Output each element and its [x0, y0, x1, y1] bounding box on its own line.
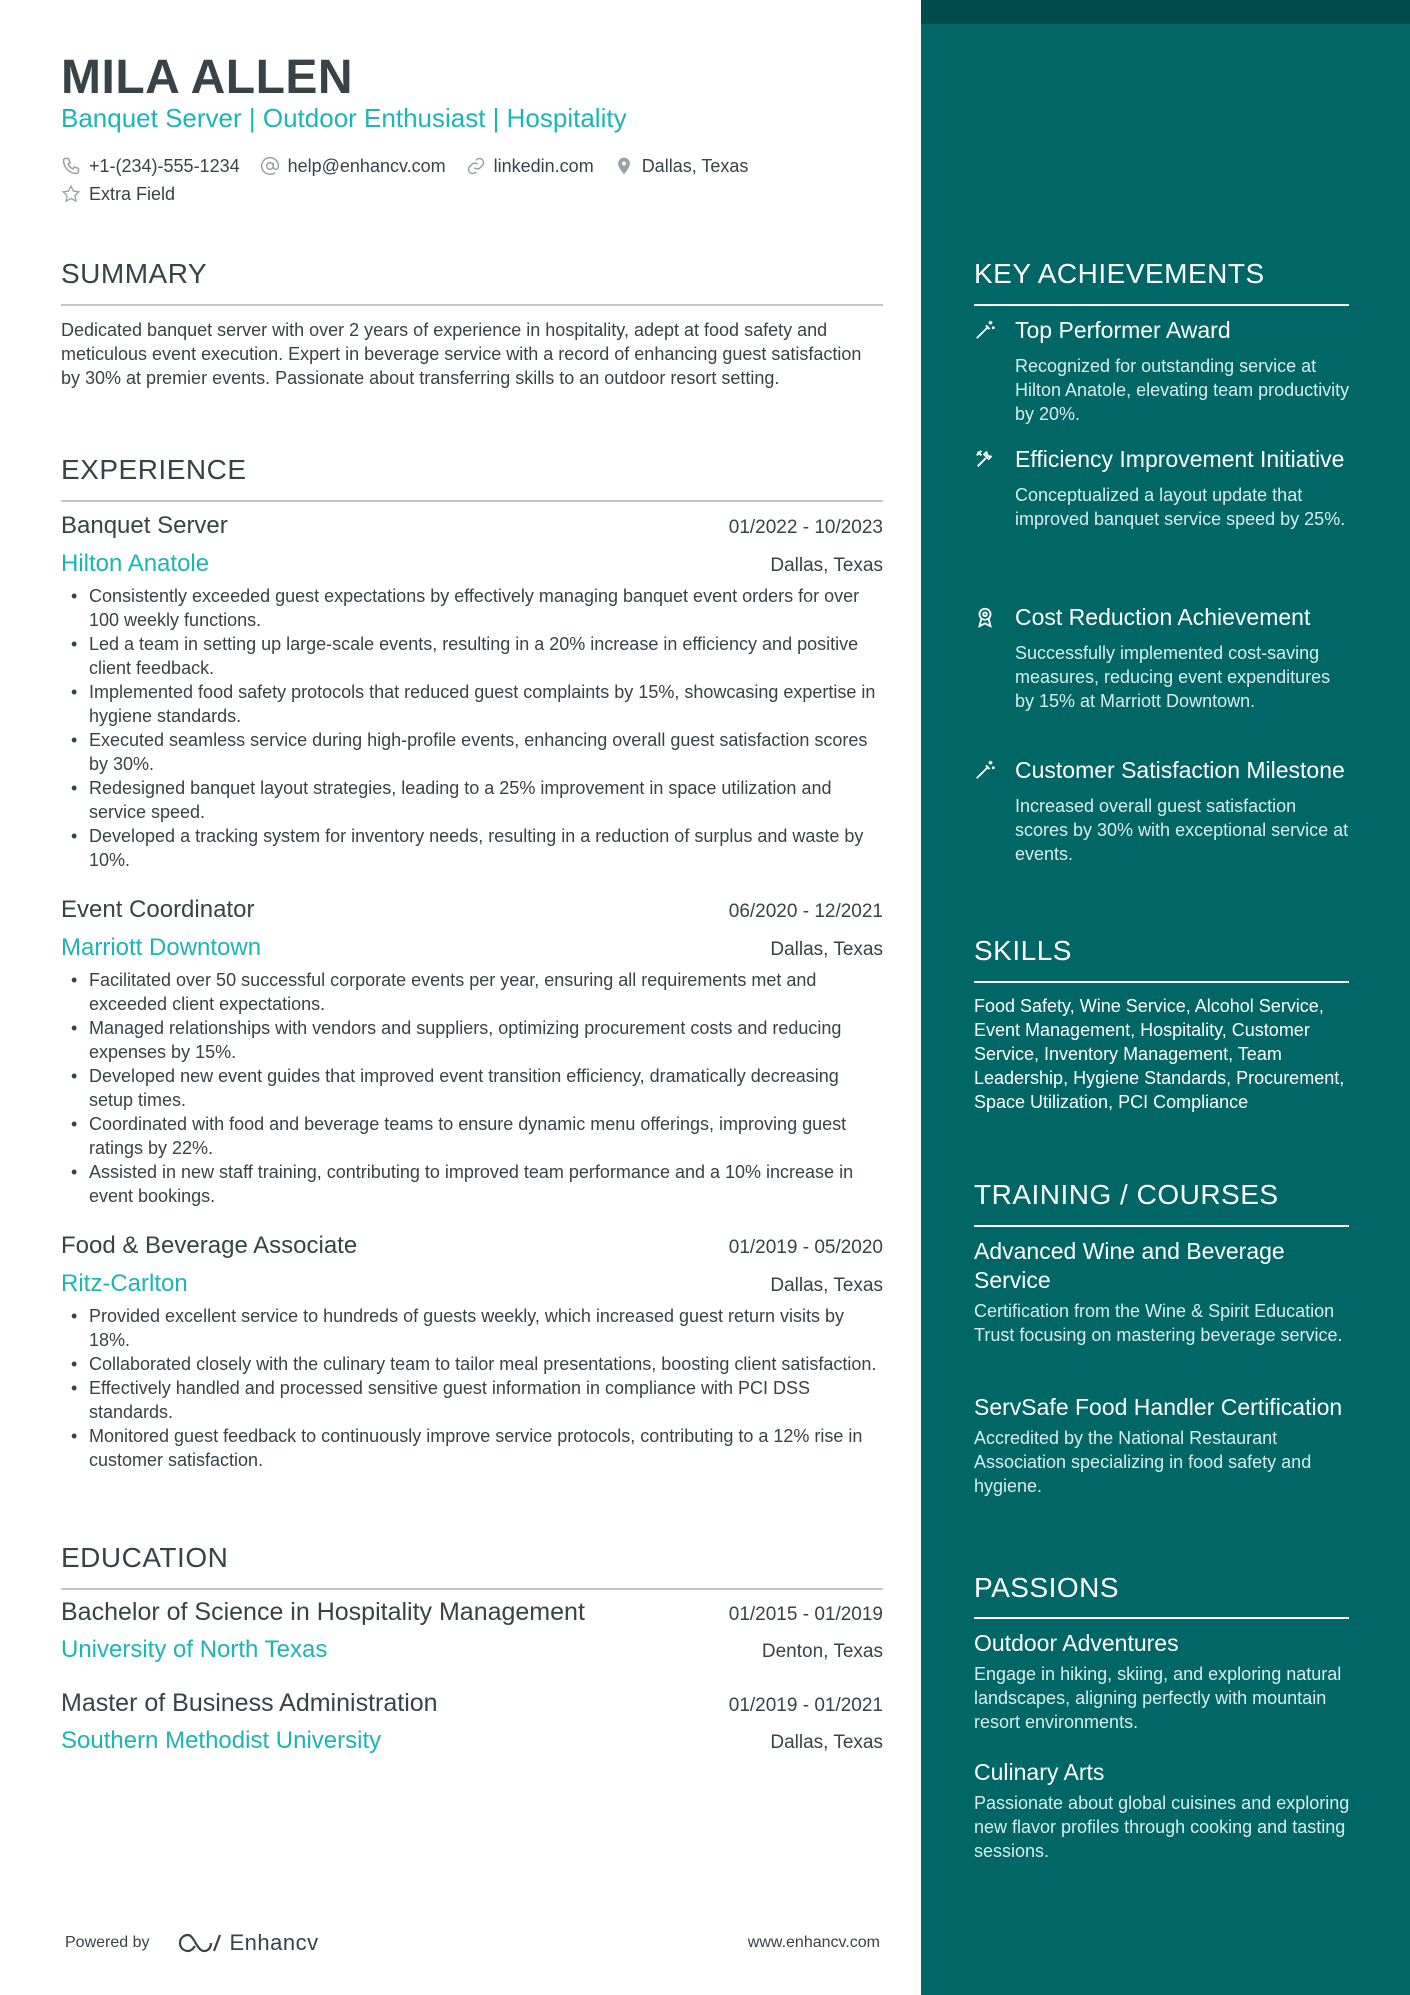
linkedin-text: linkedin.com [493, 155, 594, 176]
passion-item [974, 1629, 1354, 1734]
powered-by [65, 1930, 319, 1956]
job-bullet: • Assisted in new staff training, contributing to improved team performance and a 10% increase in event bookings. [61, 1160, 883, 1208]
achievement-title: Efficiency Improvement Initiative [1015, 446, 1345, 472]
link-icon [466, 156, 486, 176]
job-bullet: • Led a team in setting up large-scale events, resulting in a 20% increase in efficiency and positive client feedback. [61, 632, 883, 680]
location-pin-icon [614, 156, 634, 176]
job-dates: 06/2020 - 12/2021 [728, 901, 883, 922]
at-icon [260, 156, 280, 176]
experience-title: EXPERIENCE [61, 454, 247, 485]
job-bullet: • Consistently exceeded guest expectations by effectively managing banquet event orders for over 100 weekly functions. [61, 584, 883, 632]
achievement-desc: Recognized for outstanding service at Hilton Anatole, elevating team productivity by 20%. [1015, 356, 1350, 424]
achievement-desc: Increased overall guest satisfaction scores by 30% with exceptional service at events. [1015, 796, 1349, 864]
course-desc: Certification from the Wine & Spirit Education Trust focusing on mastering beverage service. [974, 1301, 1343, 1345]
job-bullet: • Coordinated with food and beverage teams to ensure dynamic menu offerings, improving guest ratings by 22%. [61, 1112, 883, 1160]
email-text: help@enhancv.com [287, 155, 446, 176]
training-divider [974, 1225, 1349, 1227]
achievement-item [974, 756, 1354, 866]
page-footer [65, 1927, 880, 1959]
job-bullet: • Executed seamless service during high-profile events, enhancing overall guest satisfaction scores by 30%. [61, 728, 883, 776]
education-dates: 01/2015 - 01/2019 [728, 1604, 883, 1625]
job-bullets [61, 968, 883, 1208]
experience-divider [61, 500, 883, 502]
achievements-title: KEY ACHIEVEMENTS [974, 258, 1265, 289]
enhancv-brand-text: Enhancv [229, 1930, 319, 1955]
job-bullet: • Developed a tracking system for inventory needs, resulting in a reduction of surplus and waste by 10%. [61, 824, 883, 872]
education-entry [61, 1689, 883, 1763]
job-dates: 01/2019 - 05/2020 [728, 1237, 883, 1258]
location-text: Dallas, Texas [641, 155, 749, 176]
job-bullet: • Collaborated closely with the culinary team to tailor meal presentations, boosting client satisfaction. [61, 1352, 883, 1376]
job-bullet: • Effectively handled and processed sensitive guest information in compliance with PCI DSS standards. [61, 1376, 883, 1424]
job-company: Ritz-Carlton [61, 1270, 188, 1297]
summary-text: Dedicated banquet server with over 2 years of experience in hospitality, adept at food safety and meticulous event execution. Expert in beverage service with a record of enhancing guest satisfaction by 30% at premier events. Passionate about transferring skills to an outdoor resort setting. [61, 320, 862, 388]
education-dates: 01/2019 - 01/2021 [728, 1695, 883, 1716]
job-title: Event Coordinator [61, 896, 255, 923]
contact-linkedin[interactable] [466, 156, 594, 177]
achievement-item [974, 316, 1354, 426]
education-degree: Master of Business Administration [61, 1689, 438, 1717]
phone-icon [61, 156, 81, 176]
job-entry [61, 896, 883, 1208]
job-bullet: • Implemented food safety protocols that reduced guest complaints by 15%, showcasing expertise in hygiene standards. [61, 680, 883, 728]
job-bullet: • Managed relationships with vendors and suppliers, optimizing procurement costs and reducing expenses by 15%. [61, 1016, 883, 1064]
job-bullet: • Developed new event guides that improved event transition efficiency, dramatically decreasing setup times. [61, 1064, 883, 1112]
course-title: Advanced Wine and Beverage Service [974, 1238, 1285, 1293]
education-degree: Bachelor of Science in Hospitality Management [61, 1598, 585, 1626]
job-bullets [61, 1304, 883, 1472]
achievements-divider [974, 304, 1349, 306]
course-title: ServSafe Food Handler Certification [974, 1394, 1343, 1420]
magic-wand-icon [974, 759, 996, 781]
enhancv-logo-icon [176, 1930, 224, 1956]
job-entry [61, 512, 883, 872]
course-item [974, 1237, 1354, 1347]
passion-desc: Engage in hiking, skiing, and exploring natural landscapes, aligning perfectly with mountain resort environments. [974, 1664, 1342, 1732]
phone-text: +1-(234)-555-1234 [89, 155, 240, 176]
training-title: TRAINING / COURSES [974, 1179, 1279, 1210]
education-entry [61, 1598, 883, 1672]
education-location: Dallas, Texas [770, 1732, 883, 1753]
job-location: Dallas, Texas [770, 1275, 883, 1296]
tools-icon [974, 448, 996, 470]
achievement-item [974, 445, 1354, 531]
passion-item [974, 1758, 1354, 1863]
passions-title: PASSIONS [974, 1572, 1120, 1603]
contact-extra [61, 184, 175, 205]
job-bullet: • Facilitated over 50 successful corporate events per year, ensuring all requirements met and exceeded client expectations. [61, 968, 883, 1016]
contact-email[interactable] [260, 156, 446, 177]
extra-field-text: Extra Field [89, 183, 176, 204]
passion-desc: Passionate about global cuisines and exploring new flavor profiles through cooking and tasting sessions. [974, 1793, 1350, 1861]
passion-title: Culinary Arts [974, 1759, 1105, 1785]
contact-info [61, 152, 881, 208]
course-desc: Accredited by the National Restaurant Association specializing in food safety and hygiene. [974, 1428, 1312, 1496]
skills-list: Food Safety, Wine Service, Alcohol Service, Event Management, Hospitality, Customer Service, Inventory Management, Team Leadership, Hygiene Standards, Procurement, Space Utilization, PCI Compliance [974, 996, 1345, 1112]
achievement-title: Customer Satisfaction Milestone [1015, 757, 1345, 783]
achievement-desc: Successfully implemented cost-saving measures, reducing event expenditures by 15% at Marriott Downtown. [1015, 643, 1331, 711]
summary-divider [61, 304, 883, 306]
star-icon [61, 184, 81, 204]
education-school: University of North Texas [61, 1636, 328, 1663]
footer-url[interactable]: www.enhancv.com [747, 1934, 880, 1951]
sidebar-column [921, 0, 1410, 1995]
job-bullet: • Redesigned banquet layout strategies, leading to a 25% improvement in space utilization and service speed. [61, 776, 883, 824]
education-divider [61, 1588, 883, 1590]
education-location: Denton, Texas [761, 1641, 883, 1662]
summary-title: SUMMARY [61, 258, 208, 289]
contact-phone[interactable] [61, 156, 240, 177]
sidebar-top-bar [921, 0, 1410, 24]
achievement-item [974, 603, 1354, 713]
passion-title: Outdoor Adventures [974, 1630, 1179, 1656]
job-bullet: • Monitored guest feedback to continuously improve service protocols, contributing to a 12% rise in customer satisfaction. [61, 1424, 883, 1472]
powered-by-label: Powered by [65, 1934, 150, 1951]
job-bullet: • Provided excellent service to hundreds of guests weekly, which increased guest return visits by 18%. [61, 1304, 883, 1352]
achievement-title: Top Performer Award [1015, 317, 1231, 343]
achievement-title: Cost Reduction Achievement [1015, 604, 1311, 630]
education-school: Southern Methodist University [61, 1727, 382, 1754]
skills-title: SKILLS [974, 935, 1072, 966]
job-company: Marriott Downtown [61, 934, 262, 961]
job-title: Banquet Server [61, 512, 228, 539]
enhancv-logo[interactable] [176, 1930, 319, 1956]
job-entry [61, 1232, 883, 1472]
candidate-headline: Banquet Server | Outdoor Enthusiast | Hospitality [61, 103, 627, 133]
skills-divider [974, 981, 1349, 983]
job-title: Food & Beverage Associate [61, 1232, 358, 1259]
course-item [974, 1393, 1354, 1498]
magic-wand-icon [974, 319, 996, 341]
job-bullets [61, 584, 883, 872]
job-location: Dallas, Texas [770, 555, 883, 576]
education-title: EDUCATION [61, 1542, 229, 1573]
contact-location [614, 156, 749, 177]
achievement-desc: Conceptualized a layout update that improved banquet service speed by 25%. [1015, 485, 1346, 529]
job-company: Hilton Anatole [61, 550, 210, 577]
job-location: Dallas, Texas [770, 939, 883, 960]
candidate-name: MILA ALLEN [61, 51, 354, 104]
medal-icon [974, 606, 996, 628]
job-dates: 01/2022 - 10/2023 [728, 517, 883, 538]
passions-divider [974, 1617, 1349, 1619]
